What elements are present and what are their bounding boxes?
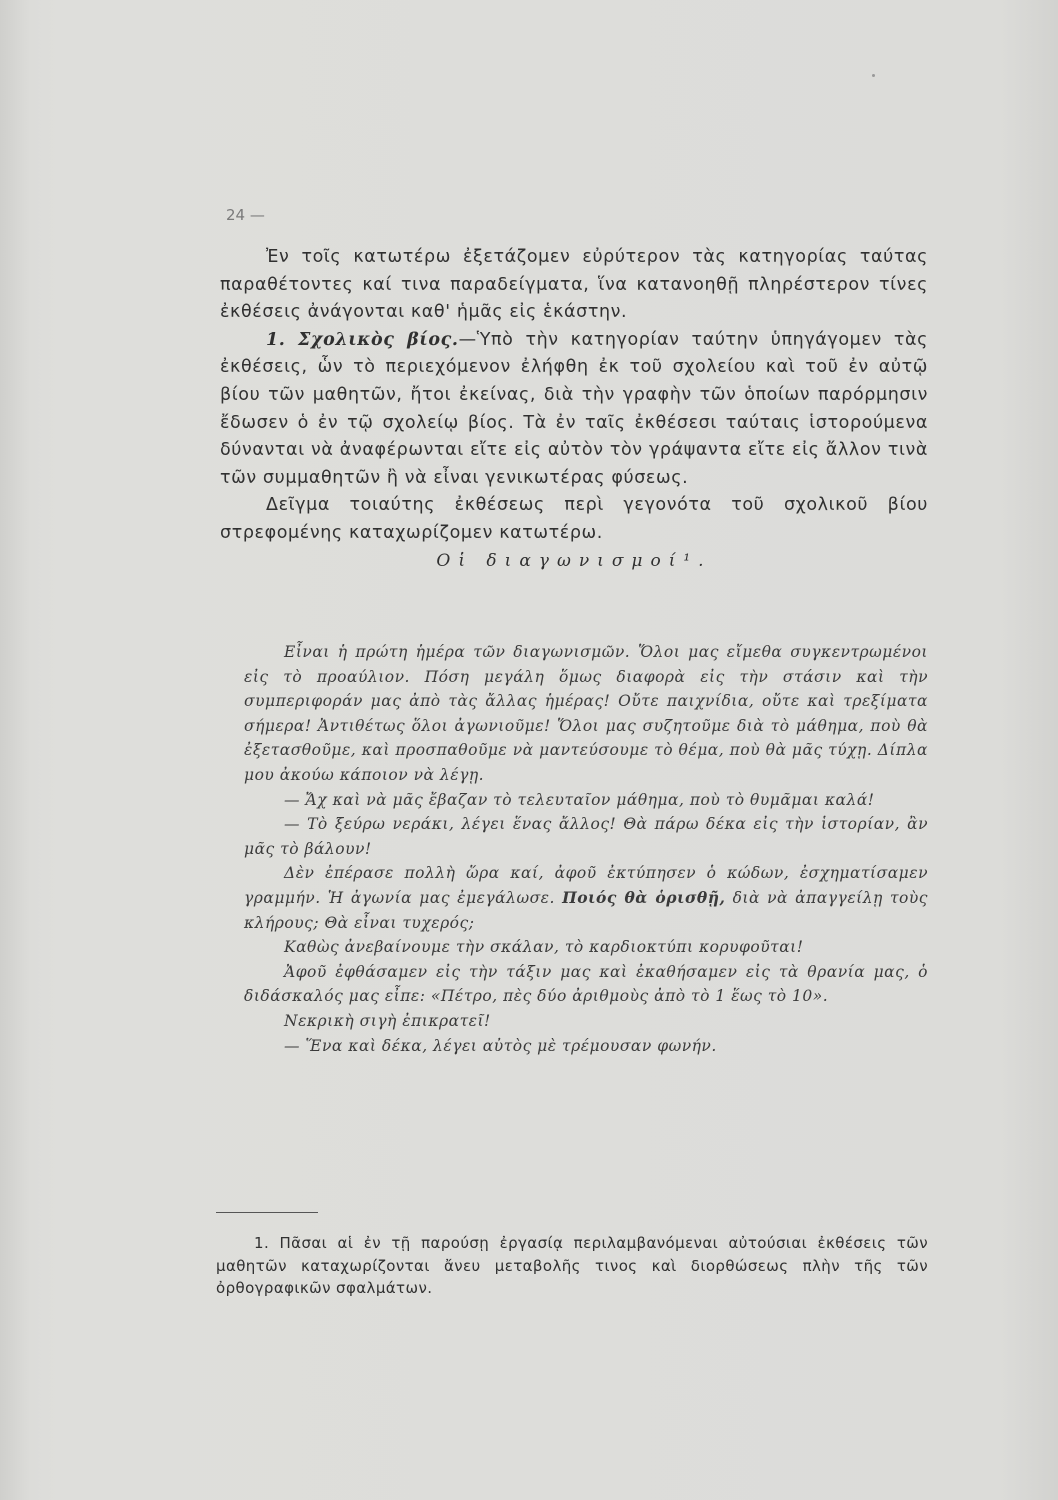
essay-paragraph: — Ἄχ καὶ νὰ μᾶς ἔβαζαν τὸ τελευταῖον μάθημα, ποὺ τὸ θυμᾶμαι καλά! xyxy=(284,790,875,809)
intro-paragraph-2 xyxy=(220,327,928,493)
footnote-text: 1. Πᾶσαι αἱ ἐν τῇ παρούσῃ ἐργασίᾳ περιλαμβανόμεναι αὐτούσιαι ἐκθέσεις τῶν μαθητῶν καταχωρίζονται ἄνευ μεταβολῆς τινος καὶ διορθώσεως πλὴν τῆς τῶν ὀρθογραφικῶν σφαλμάτων. xyxy=(216,1234,928,1297)
essay-text-span: διὰ νὰ ἀπαγγείλῃ τοὺς κλήρους; Θὰ εἶναι τυχερός; xyxy=(244,888,928,932)
essay-title: Οἱ διαγωνισμοί¹. xyxy=(436,550,712,571)
section-title: 1. Σχολικὸς βίος. xyxy=(266,329,459,350)
intro-text xyxy=(220,244,928,575)
essay-paragraph: Νεκρικὴ σιγὴ ἐπικρατεῖ! xyxy=(284,1011,491,1030)
essay-bold-span: Ποιός θὰ ὁρισθῇ, xyxy=(562,887,726,907)
essay-paragraph: Εἶναι ἡ πρώτη ἡμέρα τῶν διαγωνισμῶν. Ὅλοι μας εἴμεθα συγκεντρωμένοι εἰς τὸ προαύλιον. Πόση μεγάλη ὅμως διαφορὰ εἰς τὴν στάσιν καὶ τὴν συμπεριφοράν μας ἀπὸ τὰς ἄλλας ἡμέρας! Οὔτε παιχνίδια, οὔτε καὶ τρεξίματα σήμερα! Ἀντιθέτως ὅλοι ἀγωνιοῦμε! Ὅλοι μας συζητοῦμε διὰ τὸ μάθημα, ποὺ θὰ ἐξετασθοῦμε, καὶ προσπαθοῦμε νὰ μαντεύσουμε τὸ θέμα, ποὺ θὰ μᾶς τύχῃ. Δίπλα μου ἀκούω κάποιον νὰ λέγῃ. xyxy=(244,643,928,784)
intro-paragraph-3: Δεῖγμα τοιαύτης ἐκθέσεως περὶ γεγονότα τοῦ σχολικοῦ βίου στρεφομένης καταχωρίζομεν κατωτέρω. xyxy=(220,495,928,543)
essay-paragraph xyxy=(244,861,928,935)
footnote-divider xyxy=(216,1212,318,1213)
page-number-header: 24 — xyxy=(226,206,265,224)
scan-speck xyxy=(872,74,875,77)
essay-paragraph: Καθὼς ἀνεβαίνουμε τὴν σκάλαν, τὸ καρδιοκτύπι κορυφοῦται! xyxy=(284,938,804,957)
essay-text-span: Δὲν ἐπέρασε πολλὴ ὥρα καί, ἀφοῦ ἐκτύπησεν ὁ κώδων, ἐσχηματίσαμεν γραμμήν. Ἡ ἀγωνία μας ἐμεγάλωσε. xyxy=(244,864,928,907)
intro-paragraph-1: Ἐν τοῖς κατωτέρω ἐξετάζομεν εὐρύτερον τὰς κατηγορίας ταύτας παραθέτοντες καί τινα παραδείγματα, ἵνα κατανοηθῇ πληρέστερον τίνες ἐκθέσεις ἀνάγονται καθ' ἡμᾶς εἰς ἑκάστην. xyxy=(220,247,928,323)
section-body: —Ὑπὸ τὴν κατηγορίαν ταύτην ὑπηγάγομεν τὰς ἐκθέσεις, ὧν τὸ περιεχόμενον ἐλήφθη ἐκ τοῦ σχολείου καὶ τοῦ ἐν αὐτῷ βίου τῶν μαθητῶν, ἤτοι ἐκείνας, διὰ τὴν γραφὴν τῶν ὁποίων παρόρμησιν ἔδωσεν ὁ ἐν τῷ σχολείῳ βίος. Τὰ ἐν ταῖς ἐκθέσεσι ταύταις ἱστορούμενα δύνανται νὰ ἀναφέρωνται εἴτε εἰς αὐτὸν τὸν γράψαντα εἴτε εἰς ἄλλον τινὰ τῶν συμμαθητῶν ἢ νὰ εἶναι γενικωτέρας φύσεως. xyxy=(220,329,928,488)
footnote xyxy=(216,1232,928,1300)
essay-paragraph: — Τὸ ξεύρω νεράκι, λέγει ἕνας ἄλλος! Θὰ πάρω δέκα εἰς τὴν ἱστορίαν, ἂν μᾶς τὸ βάλουν! xyxy=(244,815,928,858)
essay-text xyxy=(244,640,928,1058)
essay-paragraph: Ἀφοῦ ἐφθάσαμεν εἰς τὴν τάξιν μας καὶ ἐκαθήσαμεν εἰς τὰ θρανία μας, ὁ διδάσκαλός μας εἶπε: «Πέτρο, πὲς δύο ἀριθμοὺς ἀπὸ τὸ 1 ἕως τὸ 10». xyxy=(244,962,928,1006)
essay-paragraph: — Ἕνα καὶ δέκα, λέγει αὐτὸς μὲ τρέμουσαν φωνήν. xyxy=(284,1036,717,1055)
